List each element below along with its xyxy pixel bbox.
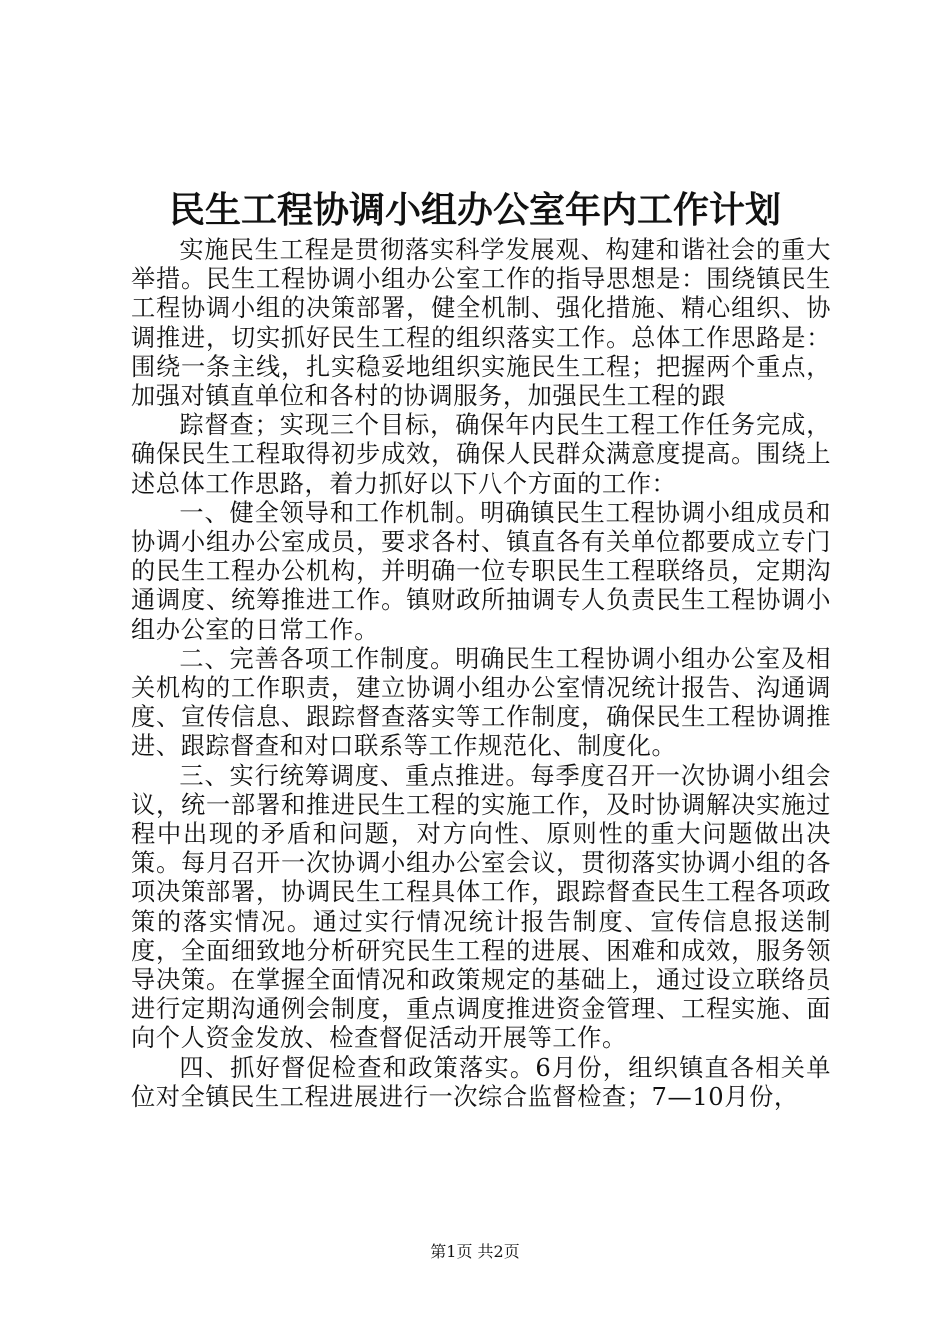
paragraph-item-1: 一、健全领导和工作机制。明确镇民生工程协调小组成员和协调小组办公室成员，要求各村、镇直各有关单位都要成立专门的民生工程办公机构，并明确一位专职民生工程联络员，定期沟通调度、统筹推进工作。镇财政所抽调专人负责民生工程协调小组办公室的日常工作。 xyxy=(131,498,831,644)
document-body xyxy=(131,236,831,1112)
paragraph-intro: 实施民生工程是贯彻落实科学发展观、构建和谐社会的重大举措。民生工程协调小组办公室工作的指导思想是：围绕镇民生工程协调小组的决策部署，健全机制、强化措施、精心组织、协调推进，切实抓好民生工程的组织落实工作。总体工作思路是：围绕一条主线，扎实稳妥地组织实施民生工程；把握两个重点，加强对镇直单位和各村的协调服务，加强民生工程的跟 xyxy=(131,236,831,411)
paragraph-goals: 踪督查；实现三个目标，确保年内民生工程工作任务完成，确保民生工程取得初步成效，确保人民群众满意度提高。围绕上述总体工作思路，着力抓好以下八个方面的工作： xyxy=(131,411,831,498)
paragraph-item-2: 二、完善各项工作制度。明确民生工程协调小组办公室及相关机构的工作职责，建立协调小组办公室情况统计报告、沟通调度、宣传信息、跟踪督查落实等工作制度，确保民生工程协调推进、跟踪督查和对口联系等工作规范化、制度化。 xyxy=(131,644,831,761)
paragraph-item-3: 三、实行统筹调度、重点推进。每季度召开一次协调小组会议，统一部署和推进民生工程的实施工作，及时协调解决实施过程中出现的矛盾和问题，对方向性、原则性的重大问题做出决策。每月召开一次协调小组办公室会议，贯彻落实协调小组的各项决策部署，协调民生工程具体工作，跟踪督查民生工程各项政策的落实情况。通过实行情况统计报告制度、宣传信息报送制度，全面细致地分析研究民生工程的进展、困难和成效，服务领导决策。在掌握全面情况和政策规定的基础上，通过设立联络员进行定期沟通例会制度，重点调度推进资金管理、工程实施、面向个人资金发放、检查督促活动开展等工作。 xyxy=(131,761,831,1053)
page-indicator: 第1页 共2页 xyxy=(430,1242,520,1261)
document-title: 民生工程协调小组办公室年内工作计划 xyxy=(168,189,781,231)
paragraph-item-4: 四、抓好督促检查和政策落实。6月份，组织镇直各相关单位对全镇民生工程进展进行一次综合监督检查；7—10月份， xyxy=(131,1053,831,1111)
